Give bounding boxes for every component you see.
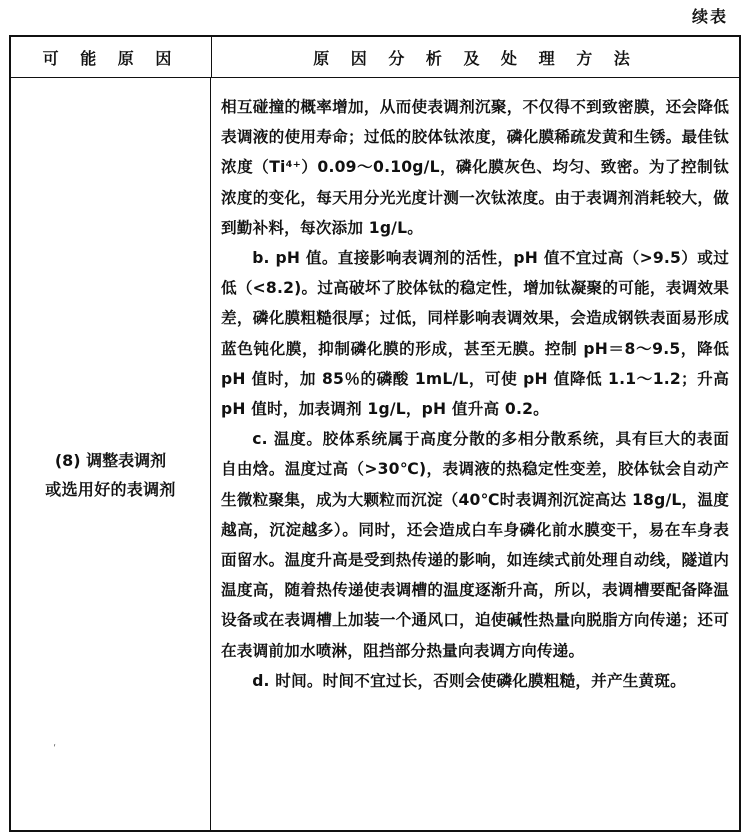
data-table xyxy=(9,35,741,832)
analysis-paragraph: 相互碰撞的概率增加，从而使表调剂沉聚，不仅得不到致密膜，还会降低表调液的使用寿命；过低的胶体钛浓度，磷化膜稀疏发黄和生锈。最佳钛浓度（Ti⁴⁺）0.09～0.10g/L，磷化膜灰色、均匀、致密。为了控制钛浓度的变化，每天用分光光度计测一次钛浓度。由于表调剂消耗较大，做到勤补料，每次添加 1g/L。 xyxy=(221,98,729,237)
stray-mark: ˊ xyxy=(51,743,62,756)
analysis-paragraph-ph: b. pH 值。直接影响表调剂的活性，pH 值不宜过高（>9.5）或过低（<8.2)。过高破坏了胶体钛的稳定性，增加钛凝聚的可能，表调效果差，磷化膜粗糙很厚；过低，同样影响表调效果，会造成钢铁表面易形成蓝色钝化膜，抑制磷化膜的形成，甚至无膜。控制 pH＝8～9.5，降低 pH 值时，加 85％的磷酸 1mL/L，可使 pH 值降低 1.1～1.2；升高 pH 值时，加表调剂 1g/L，pH 值升高 0.2。 xyxy=(221,249,729,419)
cause-cell xyxy=(11,78,211,830)
analysis-paragraph-temperature: c. 温度。胶体系统属于高度分散的多相分散系统，具有巨大的表面自由焓。温度过高（>30℃)，表调液的热稳定性变差，胶体钛会自动产生微粒聚集，成为大颗粒而沉淀（40℃时表调剂沉淀高达 18g/L，温度越高，沉淀越多）。同时，还会造成白车身磷化前水膜变干，易在车身表面留水。温度升高是受到热传递的影响，如连续式前处理自动线，隧道内温度高，随着热传递使表调槽的温度逐渐升高，所以，表调槽要配备降温设备或在表调槽上加装一个通风口，迫使碱性热量向脱脂方向传递；还可在表调前加水喷淋，阻挡部分热量向表调方向传递。 xyxy=(221,430,729,660)
analysis-paragraph-time: d. 时间。时间不宜过长，否则会使磷化膜粗糙，并产生黄斑。 xyxy=(252,671,686,690)
analysis-cell xyxy=(211,78,739,830)
table-row xyxy=(11,78,739,830)
cause-line-2: 或选用好的表调剂 xyxy=(45,480,176,499)
header-cause: 可 能 原 因 xyxy=(11,37,212,77)
continued-label: 续表 xyxy=(691,7,728,26)
table-header xyxy=(11,37,739,78)
header-analysis: 原 因 分 析 及 处 理 方 法 xyxy=(313,48,638,68)
cause-line-1: (8) 调整表调剂 xyxy=(54,451,167,470)
